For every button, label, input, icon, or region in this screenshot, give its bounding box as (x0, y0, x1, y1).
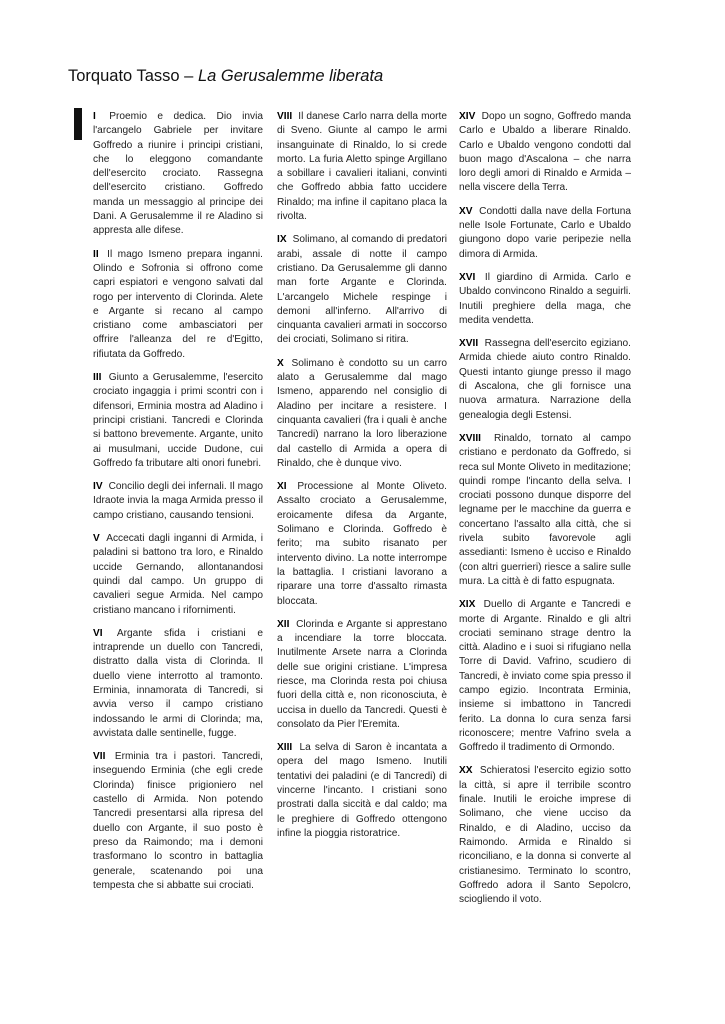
canto-summary (277, 741, 447, 841)
canto-text: Concilio degli dei infernali. Il mago Idraote invia la maga Armida presso il campo cristiano, causando tensioni. (93, 481, 263, 521)
canto-text: Il mago Ismeno prepara inganni. Olindo e Sofronia si offrono come capri espiatori e vengono salvati dal rogo per intervento di Clorinda. Alete e Argante si recano al campo cristiano come ambasciatori per offrire l'alleanza del re d'Egitto, rifiutata da Goffredo. (93, 248, 263, 360)
canto-summary (459, 271, 631, 328)
canto-number: II (93, 248, 99, 260)
canto-text: Dopo un sogno, Goffredo manda Carlo e Ubaldo a liberare Rinaldo. Carlo e Ubaldo vengono condotti dal buon mago d'Ascalona – che narra loro degli amori di Rinaldo e Armida – nella viscere della Terra. (459, 111, 631, 194)
canto-number: III (93, 372, 102, 384)
canto-summary (93, 248, 263, 362)
canto-text: La selva di Saron è incantata a opera del mago Ismeno. Inutili tentativi dei paladini (e di Tancredi) di vincerne l'incanto. I cristiani sono prostrati dalla siccità e dal caldo; ma le preghiere di Goffredo ottengono infine la pioggia ristoratrice. (277, 742, 447, 839)
canto-summary (277, 618, 447, 732)
canto-text: Schieratosi l'esercito egizio sotto la città, si apre il terribile scontro finale. Inutili le eroiche imprese di Solimano, che viene ucciso da Rinaldo, e di Aladino, ucciso da Raimondo. Armida e Rinaldo si riconciliano, e la donna si converte al cristianesimo. Terminato lo scontro, Goffredo adora il Santo Sepolcro, sciogliendo il voto. (459, 765, 631, 906)
canto-summary (277, 357, 447, 471)
canto-text: Il danese Carlo narra della morte di Sveno. Giunte al campo le armi insanguinate di Rinaldo, lo si crede morto. La furia Aletto spinge Argillano a sobillare i cavalieri italiani, convinti che Goffredo abbia fatto uccidere Rinaldo; ma infine il capitano placa la rivolta. (277, 111, 447, 223)
canto-number: XII (277, 618, 290, 630)
canto-number: XVI (459, 271, 476, 283)
canto-number: XVIII (459, 432, 481, 444)
canto-summary (459, 598, 631, 755)
canto-summary (93, 750, 263, 893)
canto-summary (459, 205, 631, 262)
canto-text: Condotti dalla nave della Fortuna nelle Isole Fortunate, Carlo e Ubaldo giungono dopo varie peripezie nella dimora di Armida. (459, 205, 631, 260)
canto-number: IV (93, 481, 103, 493)
canto-summary (93, 627, 263, 741)
canto-summary (277, 233, 447, 347)
canto-text: Giunto a Gerusalemme, l'esercito crociato ingaggia i primi scontri con i difensori, Erminia mostra ad Aladino i principi cristiani. Tancredi e Clorinda si battono brevemente. Argante, unito ai musulmani, uccide Dudone, cui Goffredo fa tributare alti onori funebri. (93, 372, 263, 469)
canto-number: XI (277, 481, 287, 493)
canto-text: Solimano, al comando di predatori arabi, assale di notte il campo cristiano. Da Gerusalemme gli danno man forte Argante e Clorinda. L'arcangelo Michele respinge i demoni all'inferno. All'arrivo di cinquanta cavalieri armati in soccorso dei crociati, Solimano si ritira. (277, 234, 447, 346)
canto-summary (459, 764, 631, 907)
author-name: Torquato Tasso – (68, 67, 198, 85)
canto-summary (93, 110, 263, 239)
canto-number: VIII (277, 111, 293, 122)
page-title (68, 66, 383, 86)
canto-summary (277, 480, 447, 609)
canto-number: XV (459, 205, 473, 217)
canto-text: Il giardino di Armida. Carlo e Ubaldo convincono Rinaldo a seguirli. Inutili preghiere della maga, che medita vendetta. (459, 271, 631, 326)
text-column-1 (93, 110, 263, 902)
canto-number: I (93, 111, 96, 122)
canto-number: XIII (277, 742, 293, 754)
canto-text: Duello di Argante e Tancredi e morte di Argante. Rinaldo e gli altri crociati seminano strage dentro la città. Aladino e i suoi si rifugiano nella Torre di David. Vafrino, scudiero di Tancredi, è inviato come spia presso il campo egizio. Incontrata Erminia, insieme si imbattono in Tancredi ferito. La donna lo cura senza farsi riconoscere; mentre Vafrino svela a Goffredo il tradimento di Ormondo. (459, 599, 631, 754)
canto-text: Processione al Monte Oliveto. Assalto crociato a Gerusalemme, eroicamente difesa da Argante, Solimano e Clorinda. Goffredo è ferito; ma subito risanato per intervento divino. La notte interrompe la battaglia. I cristiani lavorano a riparare una torre d'assalto rimasta bloccata. (277, 481, 447, 607)
canto-text: Argante sfida i cristiani e intraprende un duello con Tancredi, distratto dalla vista di Clorinda. Il duello viene interrotto al tramonto. Erminia, innamorata di Tancredi, si avvia verso il campo cristiano indossando le armi di Clorinda; ma, avvistata dalle sentinelle, fugge. (93, 627, 263, 739)
canto-summary (93, 480, 263, 523)
canto-text: Accecati dagli inganni di Armida, i paladini si battono tra loro, e Rinaldo uccide Gernando, allontanandosi quindi dal campo. Un gruppo di cavalieri segue Armida. Nel campo cristiano mancano i rifornimenti. (93, 533, 263, 616)
canto-summary (93, 532, 263, 618)
canto-number: IX (277, 234, 287, 246)
work-title: La Gerusalemme liberata (197, 67, 384, 85)
canto-number: V (93, 533, 100, 545)
canto-number: VII (93, 751, 106, 763)
canto-summary (93, 371, 263, 471)
section-marker-bar (74, 108, 82, 140)
canto-summary (459, 110, 631, 196)
canto-number: XVII (459, 338, 479, 350)
text-column-2 (277, 110, 447, 850)
canto-text: Clorinda e Argante si apprestano a incendiare la torre bloccata. Inutilmente Arsete narra a Clorinda delle sue origini cristiane. L'impresa riesce, ma Clorinda resta poi chiusa fuori della città e, non riconosciuta, è uccisa in duello da Tancredi. Questi è consolato da Pier l'Eremita. (277, 618, 447, 730)
canto-number: VI (93, 627, 103, 639)
canto-number: XX (459, 765, 473, 777)
canto-number: X (277, 357, 284, 369)
canto-text: Erminia tra i pastori. Tancredi, inseguendo Erminia (che egli crede Clorinda) finisce prigioniero nel castello di Armida. Non potendo Tancredi presentarsi alla ripresa del duello con Argante, il suo posto è preso da Raimondo; ma i demoni trasformano lo scontro in battaglia generale, scatenando poi una tempesta che si abbatte sui crociati. (93, 751, 263, 891)
canto-summary (459, 432, 631, 589)
canto-text: Solimano è condotto su un carro alato a Gerusalemme dal mago Ismeno, apparendo nel consiglio di Aladino per incitare a resistere. I cinquanta cavalieri (fra i quali è anche Tancredi) narrano la loro liberazione dal castello di Armida a opera di Rinaldo, che è dunque vivo. (277, 357, 447, 469)
canto-text: Proemio e dedica. Dio invia l'arcangelo Gabriele per invitare Goffredo a riunire i principi cristiani, che lo eleggono comandante dell'esercito crociato. Rassegna dell'esercito cristiano. Goffredo manda un messaggio al principe dei Dani. A Gerusalemme il re Aladino si appresta alle difese. (93, 111, 263, 237)
canto-text: Rinaldo, tornato al campo cristiano e perdonato da Goffredo, si reca sul Monte Oliveto in meditazione; quindi rompe l'incanto della selva. I crociati possono dunque disporre del legname per le macchine da guerra e concertano l'assalto alla città, che si rivela subito favorevole agli assedianti: Ismeno è ucciso e Rinaldo (con altri guerrieri) riesce a salire sulle mura. La città è di fatto espugnata. (459, 432, 631, 587)
canto-number: XIX (459, 599, 476, 611)
canto-text: Rassegna dell'esercito egiziano. Armida chiede aiuto contro Rinaldo. Questi intanto giunge presso il mago di Ascalona, che gli fornisce una nuova armatura. Narrazione della genealogia degli Estensi. (459, 338, 631, 421)
canto-summary (459, 337, 631, 423)
canto-number: XIV (459, 111, 476, 122)
text-column-3 (459, 110, 631, 916)
canto-summary (277, 110, 447, 224)
